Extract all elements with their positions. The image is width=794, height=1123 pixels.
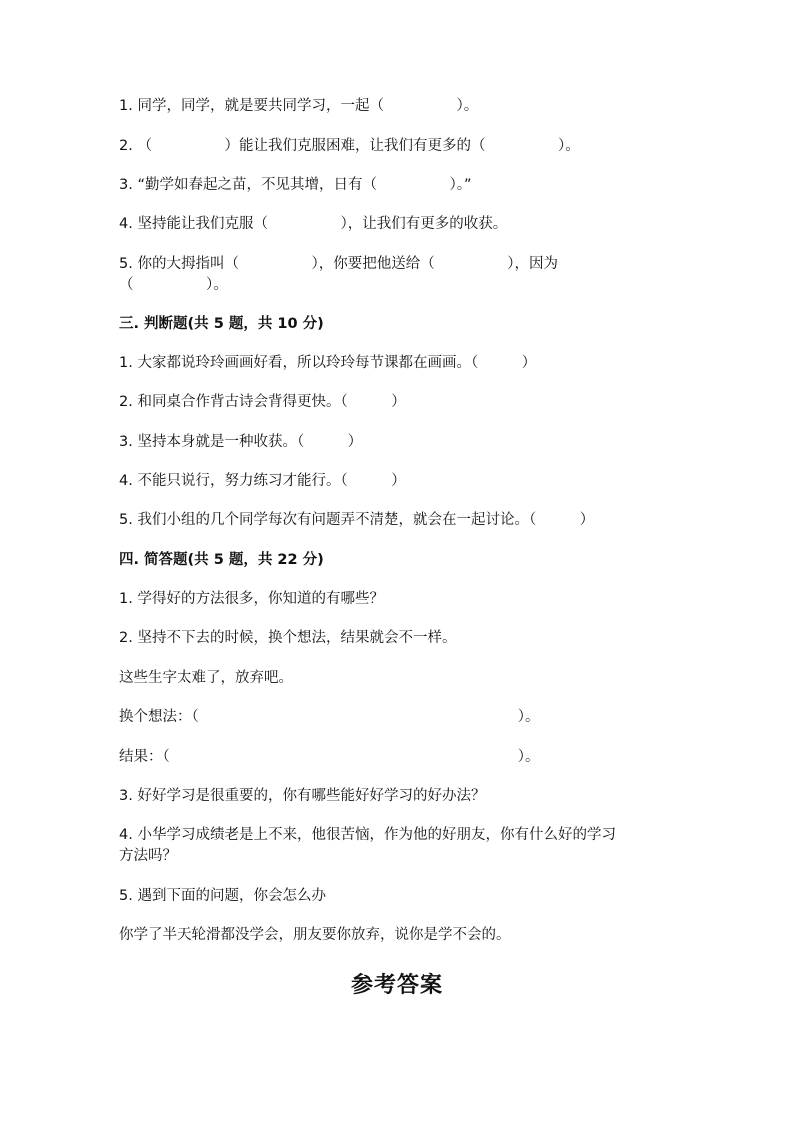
short-answer-item-4-continued: 方法吗？ — [119, 848, 177, 864]
answer-key-title: 参考答案 — [350, 972, 443, 998]
short-answer-scenario: 这些生字太难了，放弃吧。 — [119, 670, 293, 686]
short-answer-item-3: 3. 好好学习是很重要的，你有哪些能好好学习的好办法？ — [119, 788, 486, 804]
short-answer-change-idea: 换个想法：（ ）。 — [119, 709, 540, 725]
short-answer-item-4: 4. 小华学习成绩老是上不来，他很苦恼，作为他的好朋友，你有什么好的学习 — [119, 827, 616, 843]
fill-blank-item-3: 3. “勤学如春起之苗，不见其增，日有（ ）。” — [119, 177, 472, 193]
fill-blank-item-4: 4. 坚持能让我们克服（ ），让我们有更多的收获。 — [119, 216, 508, 232]
judgment-item-4: 4. 不能只说行，努力练习才能行。（ ） — [119, 473, 406, 489]
fill-blank-item-5: 5. 你的大拇指叫（ ），你要把他送给（ ），因为 — [119, 256, 558, 272]
judgment-item-2: 2. 和同桌合作背古诗会背得更快。（ ） — [119, 394, 406, 410]
judgment-item-1: 1. 大家都说玲玲画画好看，所以玲玲每节课都在画画。（ ） — [119, 355, 537, 371]
short-answer-item-1: 1. 学得好的方法很多，你知道的有哪些？ — [119, 591, 384, 607]
short-answer-result: 结果：（ ）。 — [119, 749, 540, 765]
section4-heading: 四. 简答题(共 5 题，共 22 分) — [119, 552, 324, 568]
short-answer-item-5-scenario: 你学了半天轮滑都没学会，朋友要你放弃，说你是学不会的。 — [119, 927, 511, 943]
fill-blank-item-2: 2. （ ）能让我们克服困难，让我们有更多的（ ）。 — [119, 138, 580, 154]
short-answer-item-5: 5. 遇到下面的问题，你会怎么办 — [119, 888, 326, 904]
fill-blank-item-1: 1. 同学，同学，就是要共同学习，一起（ ）。 — [119, 98, 479, 114]
judgment-item-3: 3. 坚持本身就是一种收获。（ ） — [119, 434, 363, 450]
judgment-item-5: 5. 我们小组的几个同学每次有问题弄不清楚，就会在一起讨论。（ ） — [119, 512, 595, 528]
section3-heading: 三. 判断题(共 5 题，共 10 分) — [119, 316, 324, 332]
fill-blank-item-5-continued: （ ）。 — [119, 277, 228, 293]
short-answer-item-2: 2. 坚持不下去的时候，换个想法，结果就会不一样。 — [119, 630, 457, 646]
